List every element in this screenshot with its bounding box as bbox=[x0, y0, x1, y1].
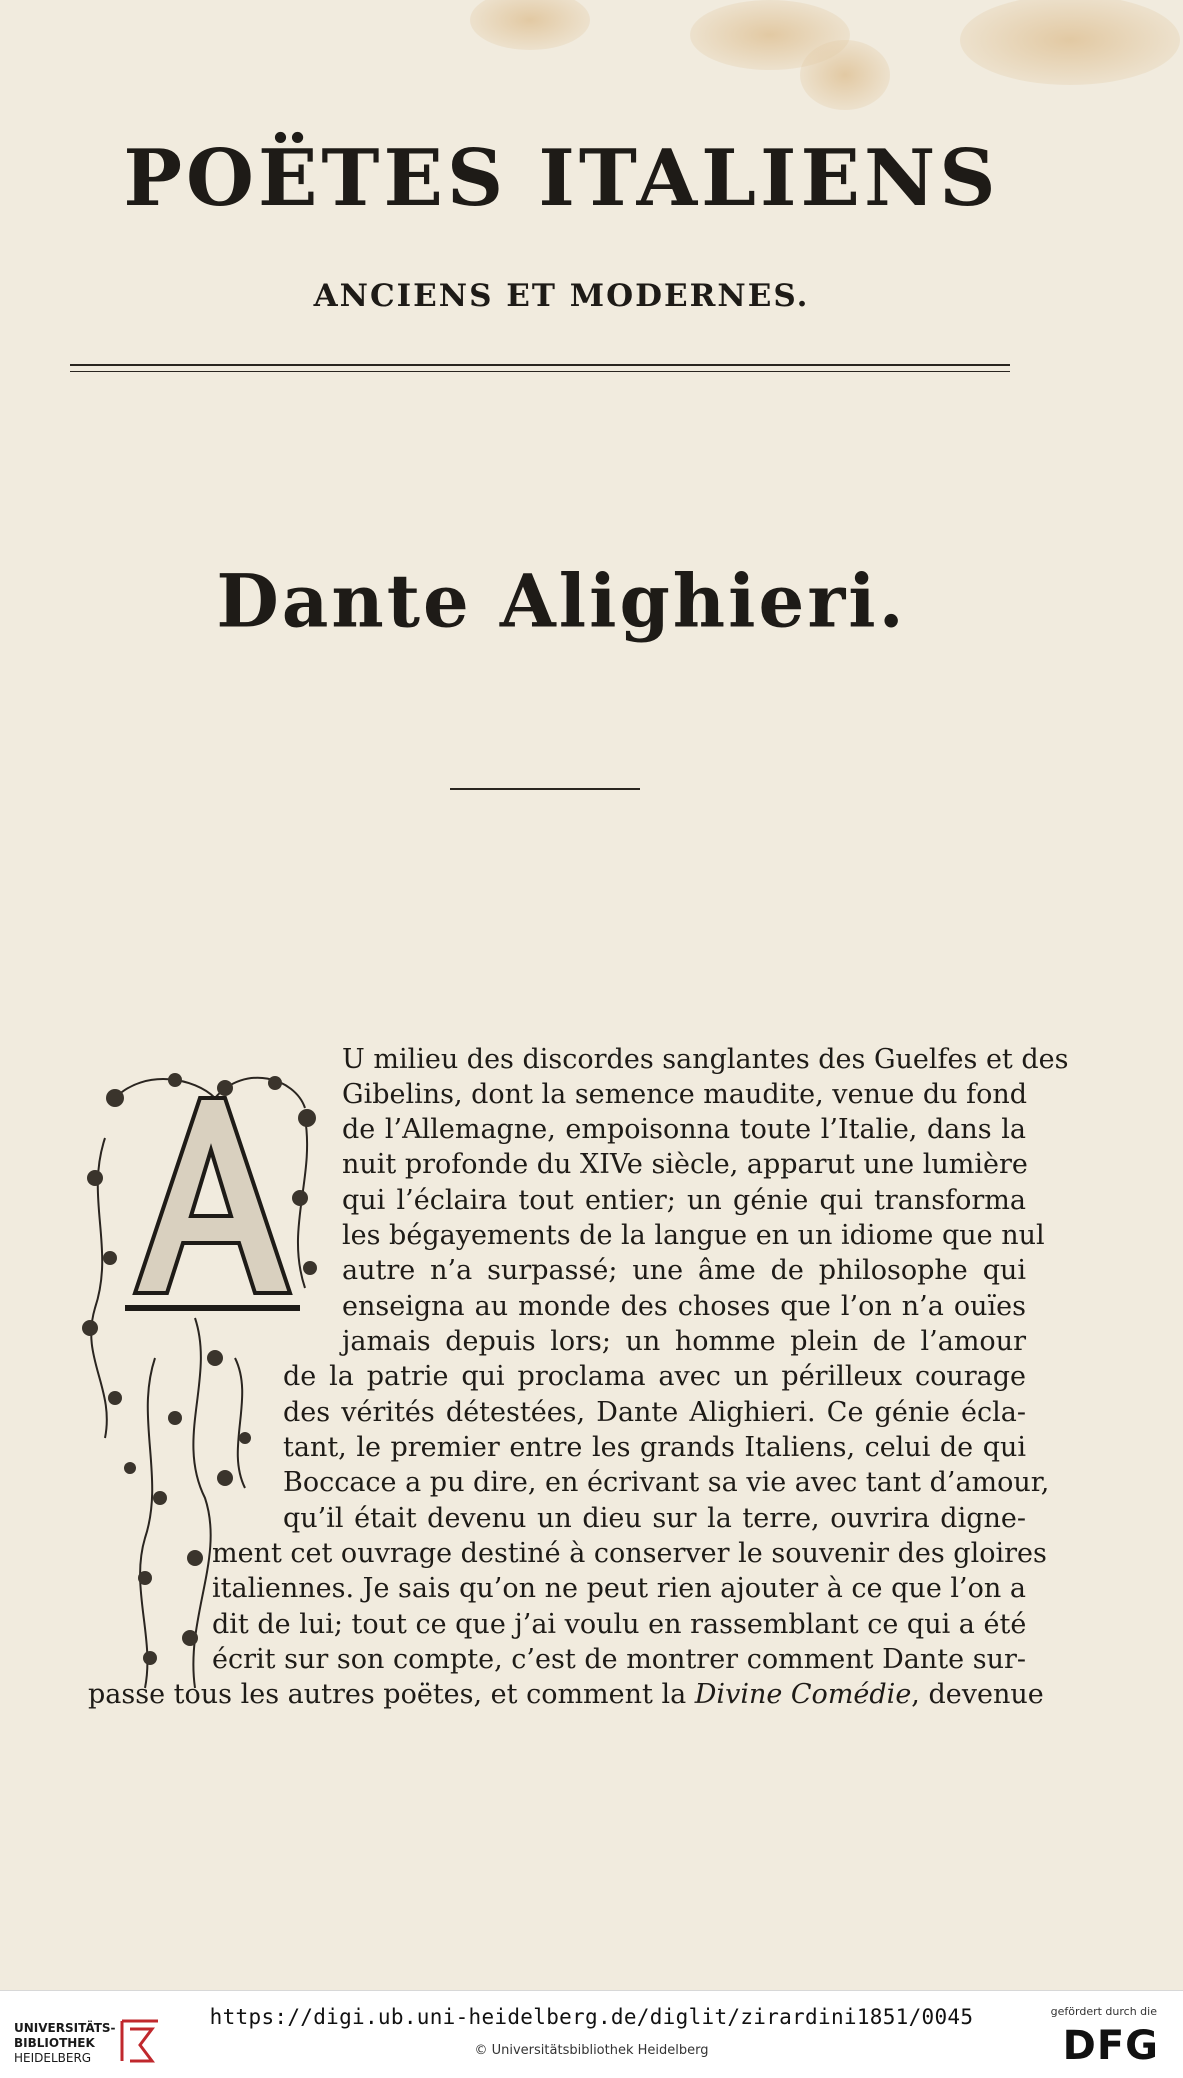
funding-note: gefördert durch die bbox=[1050, 2005, 1157, 2018]
dfg-logo[interactable]: DFG bbox=[1062, 2023, 1159, 2069]
library-name-line: HEIDELBERG bbox=[14, 2051, 92, 2065]
title-rule bbox=[70, 364, 1010, 366]
section-rule bbox=[450, 788, 640, 790]
permalink-url[interactable]: https://digi.ub.uni-heidelberg.de/diglit/zirardini1851/0045 bbox=[209, 2005, 974, 2029]
copyright-notice: © Universitätsbibliothek Heidelberg bbox=[474, 2043, 709, 2058]
body-line: ment cet ouvrage destiné à conserver le souvenir des gloires bbox=[212, 1538, 1047, 1569]
body-line: Boccace a pu dire, en écrivant sa vie avec tant d’amour, bbox=[283, 1467, 1050, 1498]
body-line: nuit profonde du XIVe siècle, apparut une lumière bbox=[342, 1149, 1028, 1180]
work-title: Divine Comédie bbox=[694, 1679, 912, 1710]
body-line: des vérités détestées, Dante Alighieri. Ce génie écla- bbox=[283, 1397, 1026, 1428]
library-name-line: BIBLIOTHEK bbox=[14, 2036, 95, 2050]
author-heading: Dante Alighieri. bbox=[216, 557, 907, 644]
body-line-last bbox=[88, 1679, 1044, 1710]
body-line: italiennes. Je sais qu’on ne peut rien ajouter à ce que l’on a bbox=[212, 1573, 1026, 1604]
body-line: de l’Allemagne, empoisonna toute l’Italie, dans la bbox=[342, 1114, 1026, 1145]
title-rule-thin bbox=[70, 371, 1010, 372]
body-line: qui l’éclaira tout entier; un génie qui transforma bbox=[342, 1185, 1026, 1216]
body-text: passe tous les autres poëtes, et comment la bbox=[88, 1679, 695, 1710]
body-line: enseigna au monde des choses que l’on n’a ouïes bbox=[342, 1291, 1026, 1322]
foxing-stain bbox=[960, 0, 1180, 85]
library-name-line: UNIVERSITÄTS- bbox=[14, 2021, 116, 2035]
body-line: jamais depuis lors; un homme plein de l’amour bbox=[342, 1326, 1026, 1357]
body-text: , devenue bbox=[911, 1679, 1044, 1710]
book-subtitle: ANCIENS ET MODERNES. bbox=[313, 278, 810, 314]
body-line: dit de lui; tout ce que j’ai voulu en rassemblant ce qui a été bbox=[212, 1609, 1027, 1640]
viewer-footer bbox=[0, 1990, 1183, 2078]
body-line: U milieu des discordes sanglantes des Guelfes et des bbox=[342, 1044, 1069, 1075]
body-line: les bégayements de la langue en un idiome que nul bbox=[342, 1220, 1045, 1251]
body-line: Gibelins, dont la semence maudite, venue du fond bbox=[342, 1079, 1028, 1110]
body-line: écrit sur son compte, c’est de montrer comment Dante sur- bbox=[212, 1644, 1026, 1675]
body-line: de la patrie qui proclama avec un périlleux courage bbox=[283, 1361, 1026, 1392]
body-line: qu’il était devenu un dieu sur la terre, ouvrira digne- bbox=[283, 1503, 1026, 1534]
book-title: POËTES ITALIENS bbox=[123, 133, 1000, 224]
body-line: tant, le premier entre les grands Italiens, celui de qui bbox=[283, 1432, 1026, 1463]
body-line: autre n’a surpassé; une âme de philosophe qui bbox=[342, 1255, 1026, 1286]
foxing-stain bbox=[800, 40, 890, 110]
foxing-stain bbox=[470, 0, 590, 50]
